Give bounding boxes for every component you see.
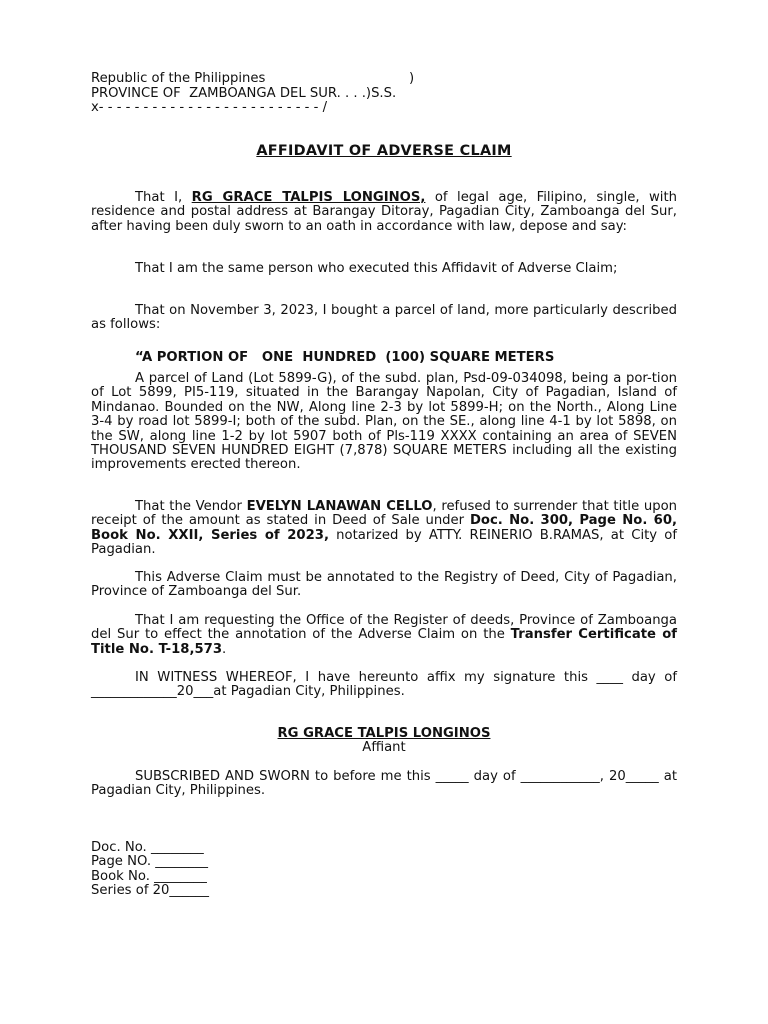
- affiant-label: Affiant: [362, 740, 406, 756]
- paragraph-request: That I am requesting the Office of the Register of deeds, Province of Zamboanga del Sur to effect the annotation of the Adverse Claim on the Transfer Certificate of Title No. T-18,573.: [91, 613, 677, 657]
- venue-paren: ): [409, 71, 415, 86]
- notary-page-no: Page NO. ________: [91, 854, 208, 870]
- affiant-name: RG GRACE TALPIS LONGINOS: [277, 726, 491, 741]
- venue-header: [91, 72, 677, 116]
- venue-line-separator: x- - - - - - - - - - - - - - - - - - - - - - - - - /: [91, 100, 328, 115]
- affiant-signature-block: [0, 727, 768, 756]
- paragraph-same-person: That I am the same person who executed this Affidavit of Adverse Claim;: [135, 261, 618, 276]
- document-title: AFFIDAVIT OF ADVERSE CLAIM: [256, 143, 512, 159]
- paragraph-witness: IN WITNESS WHEREOF, I have hereunto affix my signature this ____ day of _____________20___at Pagadian City, Philippines.: [91, 670, 677, 700]
- paragraph-land-description: A parcel of Land (Lot 5899-G), of the subd. plan, Psd-09-034098, being a por-tion of Lot 5899, PI5-119, situated in the Barangay Napolan, City of Pagadian, Island of Mindanao. Bounded on the NW, Along line 2-3 by lot 5899-H; on the North., Along Line 3-4 by road lot 5899-I; both of the subd. Plan, on the SE., along line 4-1 by lot 5898, on the SW, along line 1-2 by lot 5907 both of Pls-119 XXXX containing an area of SEVEN THOUSAND SEVEN HUNDRED EIGHT (7,878) SQUARE METERS including all the existing improvements erected thereon.: [91, 371, 677, 473]
- title-certificate-number: Transfer Certificate of Title No. T-18,573: [91, 627, 677, 657]
- land-portion-heading: “A PORTION OF ONE HUNDRED (100) SQUARE METERS: [135, 350, 555, 365]
- paragraph-vendor-refusal: That the Vendor EVELYN LANAWAN CELLO, refused to surrender that title upon receipt of the amount as stated in Deed of Sale under Doc. No. 300, Page No. 60, Book No. XXII, Series of 2023, notarized by ATTY. REINERIO B.RAMAS, at City of Pagadian.: [91, 499, 677, 558]
- venue-line-province: PROVINCE OF ZAMBOANGA DEL SUR. . . .)S.S.: [91, 85, 397, 101]
- paragraph-jurat: SUBSCRIBED AND SWORN to before me this _____ day of ____________, 20_____ at Pagadian City, Philippines.: [91, 769, 677, 799]
- notary-series: Series of 20______: [91, 883, 209, 899]
- notarial-register: [91, 841, 209, 899]
- paragraph-purchase: That on November 3, 2023, I bought a parcel of land, more particularly described as follows:: [91, 303, 677, 333]
- paragraph-identity: That I, RG GRACE TALPIS LONGINOS, of legal age, Filipino, single, with residence and postal address at Barangay Ditoray, Pagadian City, Zamboanga del Sur, after having been duly sworn to an oath in accordance with law, depose and say:: [91, 190, 677, 234]
- notary-doc-no: Doc. No. ________: [91, 840, 204, 855]
- vendor-name: EVELYN LANAWAN CELLO: [246, 499, 433, 514]
- deed-reference: Doc. No. 300, Page No. 60, Book No. XXII, Series of 2023,: [91, 513, 677, 543]
- notary-book-no: Book No. ________: [91, 868, 207, 884]
- republic-text: Republic of the Philippines: [91, 71, 266, 86]
- venue-line-republic: [91, 72, 677, 87]
- paragraph-annotation: This Adverse Claim must be annotated to the Registry of Deed, City of Pagadian, Province of Zamboanga del Sur.: [91, 570, 677, 600]
- affiant-name-inline: RG GRACE TALPIS LONGINOS,: [191, 190, 426, 205]
